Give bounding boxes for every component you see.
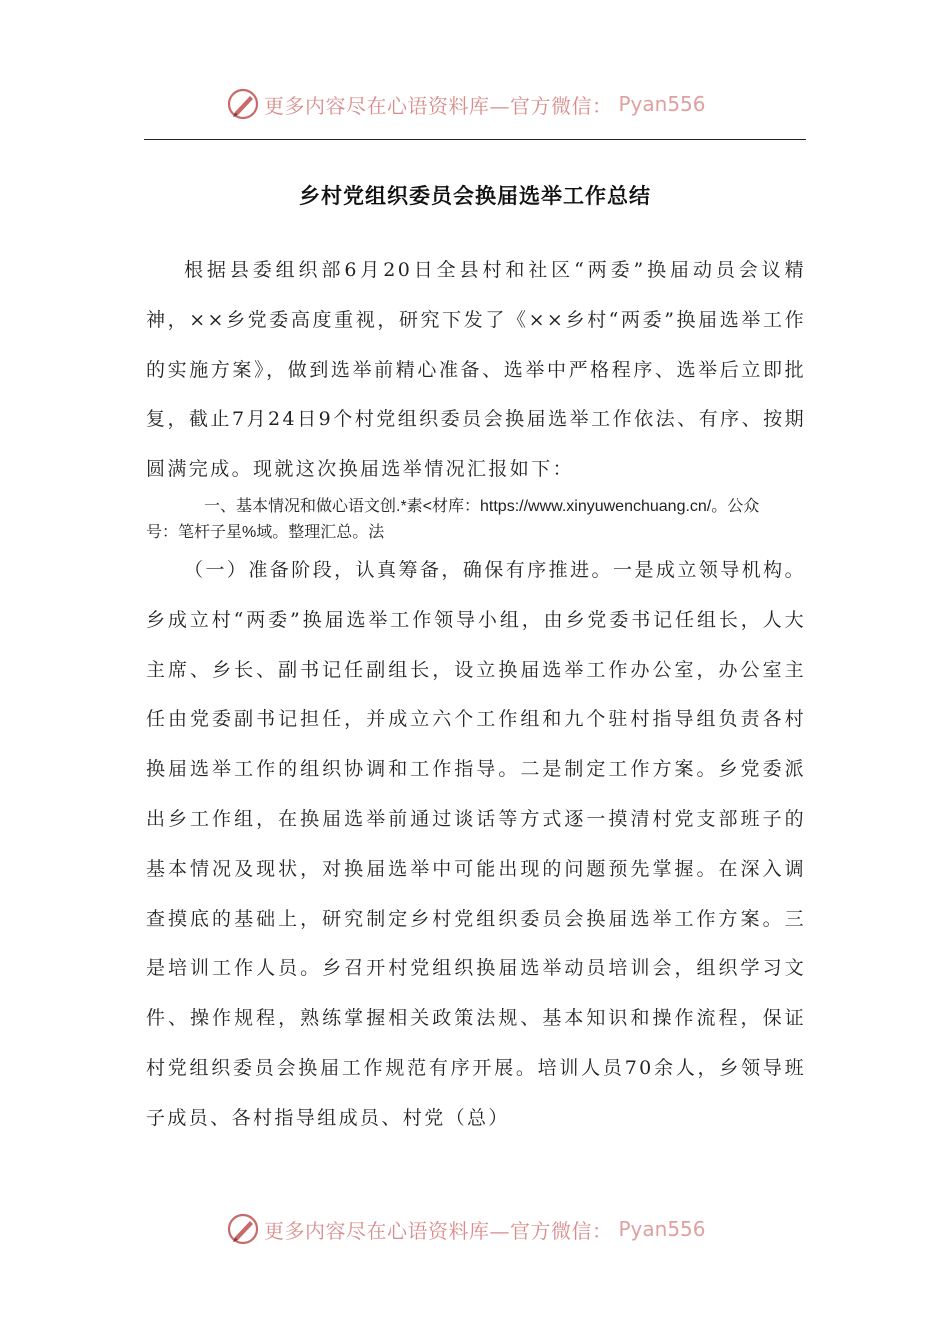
section-heading-note: 一、基本情况和做心语文创.*素<材库：https://www.xinyuwenchuang.cn/。公众号：笔杆子星%域。整理汇总。法: [146, 498, 760, 541]
pen-logo-icon: [226, 87, 260, 121]
pen-logo-icon: [226, 1212, 260, 1246]
watermark-id: Pyan556: [618, 92, 706, 116]
intro-paragraph: 根据县委组织部6月20日全县村和社区“两委”换届动员会议精神，××乡党委高度重视，研究下发了《××乡村“两委”换届选举工作的实施方案》，做到选举前精心准备、选举中严格程序、选举后立即批复，截止7月24日9个村党组织委员会换届选举工作依法、有序、按期圆满完成。现就这次换届选举情况汇报如下：: [146, 259, 806, 481]
watermark-text: 更多内容尽在心语资料库—官方微信：: [264, 1218, 613, 1243]
watermark-text: 更多内容尽在心语资料库—官方微信：: [264, 93, 613, 118]
watermark-id: Pyan556: [618, 1217, 706, 1241]
header-watermark: [226, 84, 726, 124]
footer-watermark: [226, 1209, 726, 1249]
section-paragraph: （一）准备阶段，认真筹备，确保有序推进。一是成立领导机构。乡成立村“两委”换届选举工作领导小组，由乡党委书记任组长，人大主席、乡长、副书记任副组长，设立换届选举工作办公室，办公室主任由党委副书记担任，并成立六个工作组和九个驻村指导组负责各村换届选举工作的组织协调和工作指导。二是制定工作方案。乡党委派出乡工作组，在换届选举前通过谈话等方式逐一摸清村党支部班子的基本情况及现状，对换届选举中可能出现的问题预先掌握。在深入调查摸底的基础上，研究制定乡村党组织委员会换届选举工作方案。三是培训工作人员。乡召开村党组织换届选举动员培训会，组织学习文件、操作规程，熟练掌握相关政策法规、基本知识和操作流程，保证村党组织委员会换届工作规范有序开展。培训人员70余人，乡领导班子成员、各村指导组成员、村党（总）: [146, 559, 806, 1129]
document-title: 乡村党组织委员会换届选举工作总结: [299, 184, 651, 208]
header-divider: [144, 139, 806, 140]
